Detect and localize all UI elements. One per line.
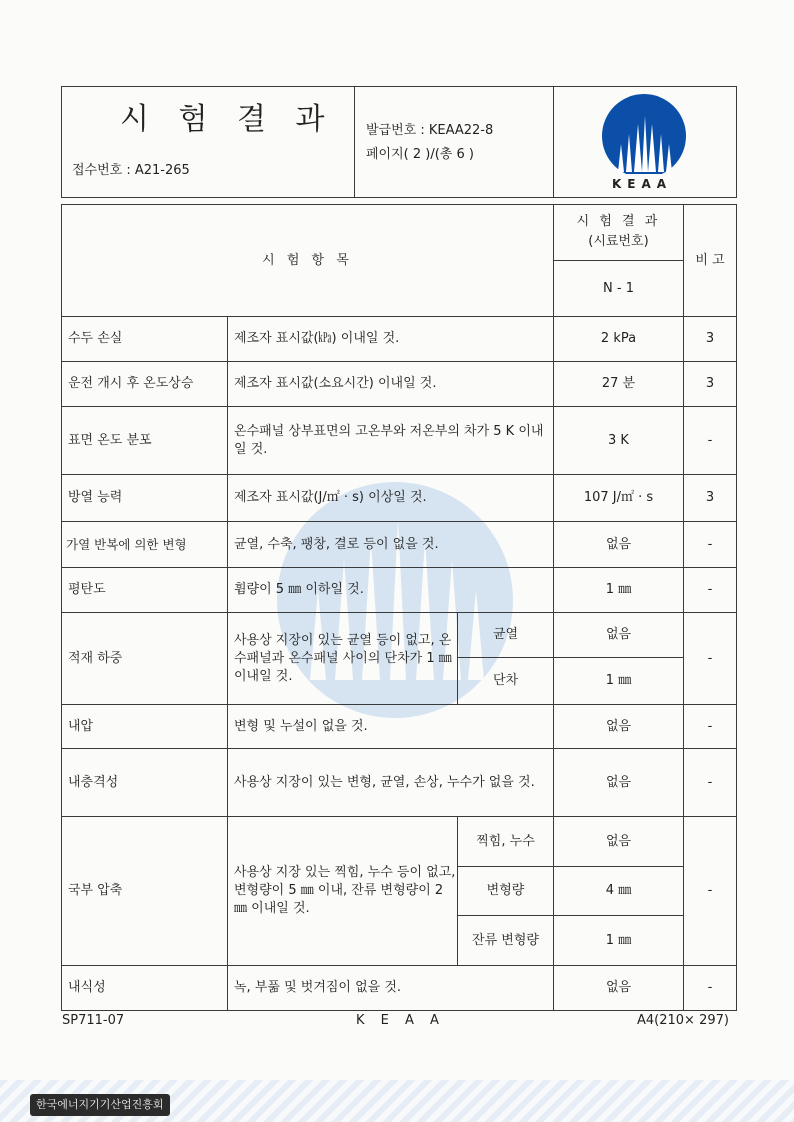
column-header-sample: (시료번호) bbox=[588, 234, 649, 249]
sub-label: 잔류 변형량 bbox=[472, 932, 539, 948]
table-row-item: 방열 능력 bbox=[68, 490, 123, 505]
table-row-criteria: 제조자 표시값(소요시간) 이내일 것. bbox=[234, 376, 437, 391]
sub-result: 4 ㎜ bbox=[605, 883, 632, 898]
table-row-item: 운전 개시 후 온도상승 bbox=[68, 376, 194, 391]
table-row-remark: - bbox=[707, 536, 713, 552]
table-row-criteria: 온수패널 상부표면의 고온부와 저온부의 차가 5 K 이내일 것. bbox=[234, 423, 544, 457]
table-row-item: 내식성 bbox=[68, 980, 106, 995]
table-row-remark: - bbox=[707, 650, 713, 666]
sub-label: 찍힘, 누수 bbox=[476, 833, 535, 849]
table-row-result: 없음 bbox=[605, 536, 632, 552]
table-row-result: 107 J/㎡ · s bbox=[583, 490, 654, 505]
table-row-item: 국부 압축 bbox=[68, 883, 123, 898]
table-row-result: 없음 bbox=[605, 718, 632, 734]
column-header-result: 시 험 결 과 bbox=[576, 214, 661, 229]
page-info: 페이지( 2 )/(총 6 ) bbox=[366, 147, 474, 162]
table-row-criteria: 변형 및 누설이 없을 것. bbox=[234, 718, 368, 734]
issue-number: 발급번호 : KEAA22-8 bbox=[366, 123, 494, 138]
table-row-remark: - bbox=[707, 883, 713, 898]
sub-label: 균열 bbox=[492, 627, 519, 642]
table-row-result: 1 ㎜ bbox=[605, 582, 632, 597]
table-row-result: 27 분 bbox=[601, 376, 636, 391]
sample-id: N - 1 bbox=[603, 280, 634, 296]
table-row-item: 적재 하중 bbox=[68, 650, 123, 666]
table-row-result: 없음 bbox=[605, 774, 632, 790]
table-row-criteria: 사용상 지장이 있는 변형, 균열, 손상, 누수가 없을 것. bbox=[234, 774, 535, 790]
table-row-criteria: 사용상 지장 있는 찍힘, 누수 등이 없고, 변형량이 5 ㎜ 이내, 잔류 변형량이 2 ㎜ 이내일 것. bbox=[234, 865, 456, 916]
table-row-criteria: 균열, 수축, 팽창, 결로 등이 없을 것. bbox=[234, 536, 439, 552]
table-row-remark: 3 bbox=[705, 376, 715, 391]
table-row-item: 가열 반복에 의한 변형 bbox=[66, 536, 187, 552]
table-row-item: 표면 온도 분포 bbox=[68, 432, 152, 448]
footer-org: K E A A bbox=[356, 1013, 445, 1028]
table-row-item: 내충격성 bbox=[68, 774, 119, 790]
table-row-item: 평탄도 bbox=[68, 582, 106, 597]
sub-result: 1 ㎜ bbox=[605, 932, 632, 948]
table-row-remark: - bbox=[707, 980, 713, 995]
sub-result: 없음 bbox=[605, 627, 632, 642]
table-row-remark: - bbox=[707, 582, 713, 597]
page-title: 시 험 결 과 bbox=[120, 102, 335, 137]
table-row-criteria: 휨량이 5 ㎜ 이하일 것. bbox=[234, 582, 364, 597]
sub-label: 변형량 bbox=[486, 883, 525, 898]
table-row-criteria: 제조자 표시값(㎪) 이내일 것. bbox=[234, 331, 400, 346]
logo-text: KEAA bbox=[612, 177, 673, 191]
table-row-remark: - bbox=[707, 774, 713, 790]
receipt-number: 접수번호 : A21-265 bbox=[72, 163, 190, 178]
table-row-result: 3 K bbox=[608, 432, 629, 448]
table-row-item: 수두 손실 bbox=[68, 331, 123, 346]
sub-result: 1 ㎜ bbox=[605, 673, 632, 688]
sub-label: 단차 bbox=[492, 673, 519, 688]
table-row-result: 2 kPa bbox=[600, 331, 637, 346]
sub-result: 없음 bbox=[605, 833, 632, 849]
paper-size: A4(210× 297) bbox=[637, 1013, 729, 1028]
table-row-remark: 3 bbox=[705, 490, 715, 505]
table-row-criteria: 녹, 부풂 및 벗겨짐이 없을 것. bbox=[234, 980, 402, 995]
column-header-remarks: 비 고 bbox=[695, 252, 725, 268]
table-row-criteria: 제조자 표시값(J/㎡ · s) 이상일 것. bbox=[234, 490, 427, 505]
table-row-remark: - bbox=[707, 718, 713, 734]
table-row-result: 없음 bbox=[605, 980, 632, 995]
table-row-criteria: 사용상 지장이 있는 균열 등이 없고, 온수패널과 온수패널 사이의 단차가 1 ㎜ 이내일 것. bbox=[234, 632, 452, 684]
table-row-remark: - bbox=[707, 432, 713, 448]
org-stamp: 한국에너지기기산업진흥회 bbox=[30, 1094, 170, 1116]
form-code: SP711-07 bbox=[62, 1013, 125, 1028]
column-header-test-item: 시 험 항 목 bbox=[262, 252, 353, 268]
table-row-remark: 3 bbox=[705, 331, 715, 346]
table-row-item: 내압 bbox=[68, 718, 94, 734]
